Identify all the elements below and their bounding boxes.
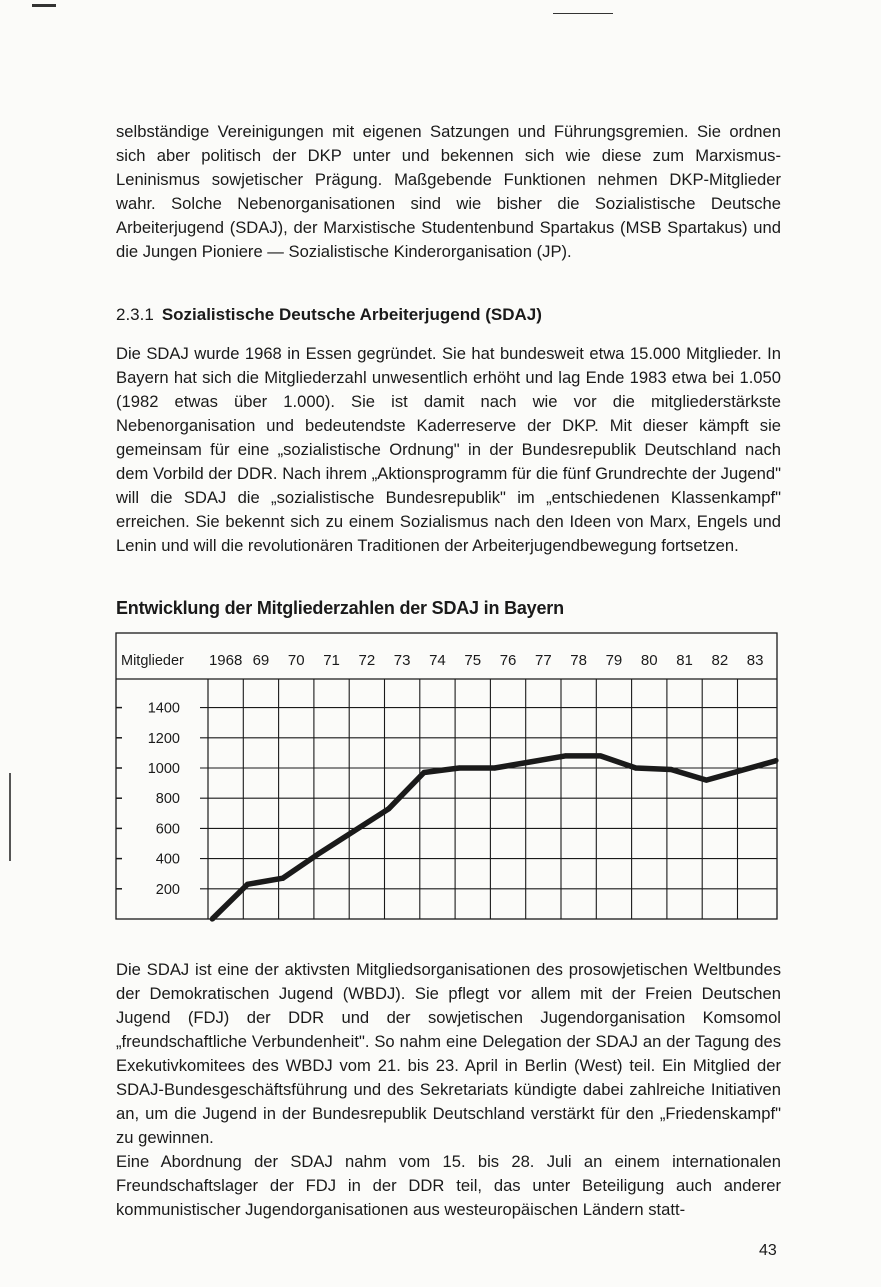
y-tick-label: 800 [155,791,180,808]
year-label: 78 [570,652,587,669]
data-point [669,767,674,772]
data-point [492,765,497,770]
data-point [245,882,250,887]
data-point [351,829,356,834]
year-label: 82 [711,652,729,669]
data-point [316,851,321,856]
data-point [563,753,568,758]
data-point [421,770,426,775]
year-label: 70 [287,652,305,669]
section-title: Sozialistische Deutsche Arbeiterjugend (SDAJ) [161,305,542,324]
membership-line [212,756,777,919]
data-point [280,876,285,881]
year-label: 74 [429,652,446,669]
data-point [704,777,709,782]
year-label: 72 [358,652,376,669]
data-point [210,916,215,921]
y-tick-label: 200 [155,881,180,898]
chart-title: Entwicklung der Mitgliederzahlen der SDAJ in Bayern [116,598,564,618]
year-label: 75 [464,652,482,669]
year-label: 83 [746,652,764,669]
data-point [773,758,778,763]
year-label: 1968 [208,652,243,669]
section-number: 2.3.1 [116,305,154,324]
y-tick-label: 1200 [147,730,180,747]
y-tick-label: 600 [155,821,180,838]
y-tick-label: 400 [155,851,180,868]
paragraph-sdaj: Die SDAJ wurde 1968 in Essen gegründet. Sie hat bundesweit etwa 15.000 Mitglieder. In Bayern hat sich die Mitgliederzahl unwesentlich erhöht und lag Ende 1983 etwa bei 1.050 (1982 etwas über 1.000). Sie ist damit nach wie vor die mitgliederstärkste Nebenorganisation und bedeutendste Kaderreserve der DKP. Mit dieser kämpft sie gemeinsam für eine „sozialistische Ordnung" in der Bundesrepublik Deutschland nach dem Vorbild der DDR. Nach ihrem „Aktionsprogramm für die fünf Grundrechte der Jugend" will die SDAJ die „sozialistische Bundesrepublik" im „entschiedenen Klassenkampf" erreichen. Sie bekennt sich zu einem Sozialismus nach den Ideen von Marx, Engels und Lenin und will die revolutionären Traditionen der Arbeiterjugendbewegung fortsetzen. [116,344,781,555]
year-label: 71 [323,652,340,669]
data-point [457,765,462,770]
page-number: 43 [759,1242,777,1259]
y-tick-label: 1000 [147,761,180,777]
data-point [598,753,603,758]
paragraph-intro: selbständige Vereinigungen mit eigenen Satzungen und Führungsgremien. Sie ordnen sich aber politisch der DKP unter und bekennen sich wie diese zum Marxismus-Leninismus sowjetischer Prägung. Maßgebende Funktionen nehmen DKP-Mitglieder wahr. Solche Nebenorganisationen sind wie bisher die Sozialistische Deutsche Arbeiterjugend (SDAJ), der Marxistische Studentenbund Spartakus (MSB Spartakus) und die Jungen Pioniere — Sozialistische Kinderorganisation (JP). [116,122,781,261]
year-label: 79 [605,652,623,669]
y-tick-label: 1400 [147,700,180,717]
year-label: 80 [640,652,658,669]
year-label: 73 [393,652,411,669]
year-label: 76 [499,652,517,669]
paragraph-wbdj: Die SDAJ ist eine der aktivsten Mitgliedsorganisationen des prosowjetischen Weltbundes der Demokratischen Jugend (WBDJ). Sie pflegt vor allem mit der Freien Deutschen Jugend (FDJ) der DDR und der sowjetischen Jugendorganisation Komsomol „freundschaftliche Verbundenheit". So nahm eine Delegation der SDAJ an der Tagung des Exekutivkomitees des WBDJ vom 21. bis 23. April in Berlin (West) teil. Ein Mitglied der SDAJ-Bundesgeschäftsführung und des Sekretariats kündigte dabei zahlreiche Initiativen an, um die Jugend in der Bundesrepublik Deutschland verstärkt für den „Friedenskampf" zu gewinnen. [116,960,781,1147]
chart-frame [116,633,777,919]
data-point [633,765,638,770]
paragraph-camp: Eine Abordnung der SDAJ nahm vom 15. bis 28. Juli an einem internationalen Freundschaftslager der FDJ in der DDR teil, das unter Beteiligung auch anderer kommunistischer Jugendorganisationen aus westeuropäischen Ländern statt- [116,1152,781,1219]
year-label: 69 [252,652,270,669]
data-point [527,759,532,764]
year-label: 81 [676,652,693,669]
chart-header-label: Mitglieder [121,653,184,669]
year-label: 77 [535,652,552,669]
data-point [386,806,391,811]
